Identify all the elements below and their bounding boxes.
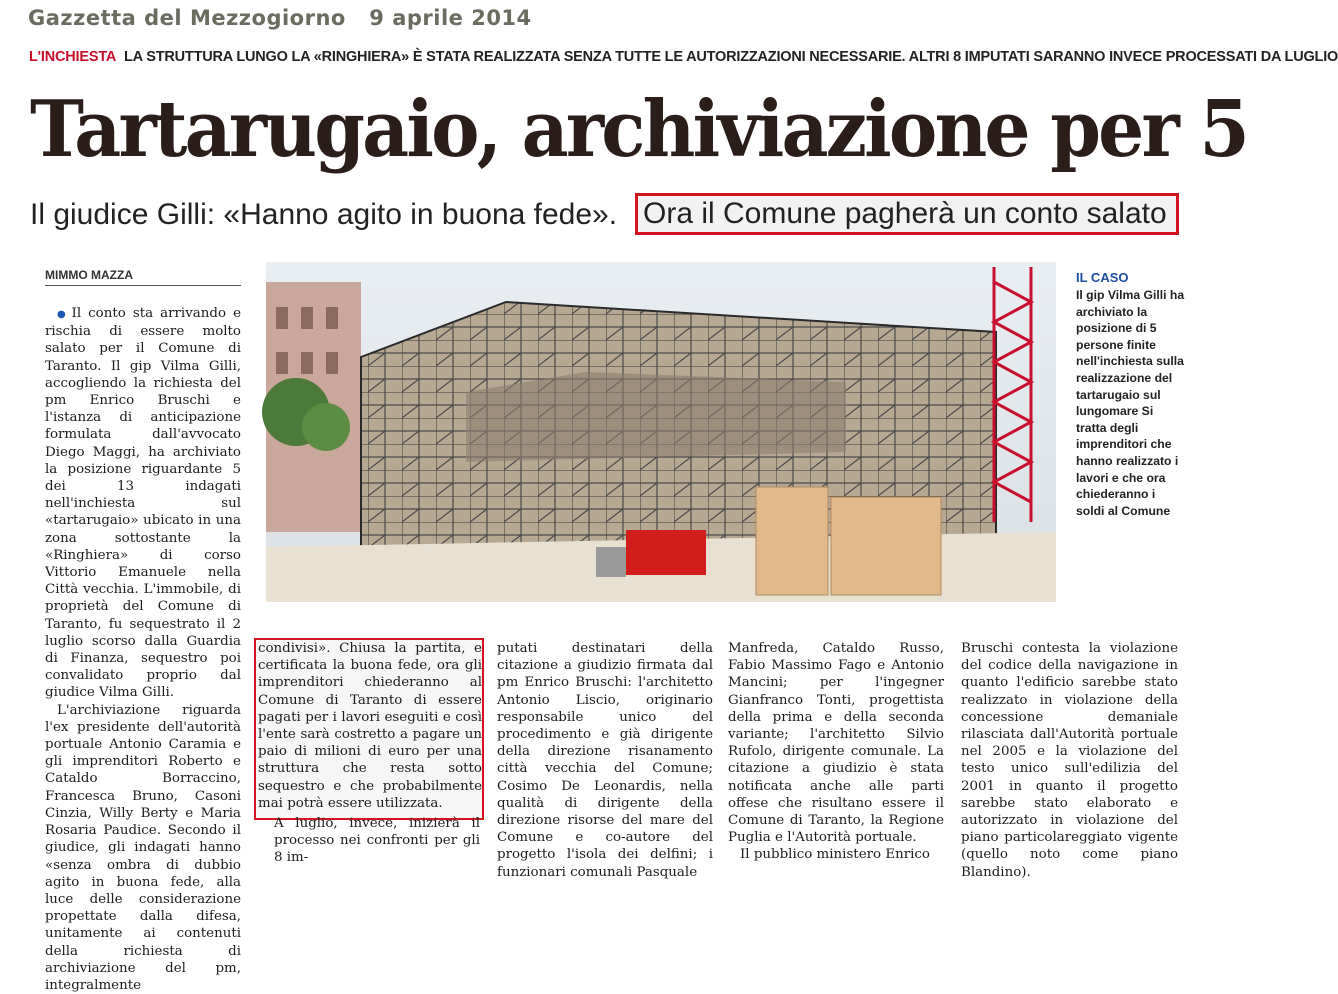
subhead: Il giudice Gilli: «Hanno agito in buona fede». bbox=[30, 198, 618, 231]
col1-paragraph-1: ● Il conto sta arrivando e rischia di essere molto salato per il Comune di Taranto. Il gip Vilma Gilli, accogliendo la richiesta del pm Enrico Bruschi e l'istanza di anticipazione formulata dall'avvocato Diego Maggi, ha archiviato la posizione riguardante 5 dei 13 indagati nell'inchiesta sul «tartarugaio» ubicato in una zona sottostante la «Ringhiera» di corso Vittorio Emanuele nella Città vecchia. L'immobile, di proprietà del Comune di Taranto, fu sequestrato il 2 luglio scorso dalla Guardia di Finanza, sequestro poi convalidato proprio dal giudice Vilma Gilli. bbox=[45, 305, 241, 702]
construction-site-photo bbox=[266, 262, 1056, 602]
il-caso-text: Il gip Vilma Gilli ha archiviato la posizione di 5 persone finite nell'inchiesta sulla realizzazione del tartarugaio sul lungomare Si tratta degli imprenditori che hanno realizzato i lavori e che ora chiederanno i soldi al Comune bbox=[1076, 288, 1185, 518]
byline: MIMMO MAZZA bbox=[45, 268, 133, 282]
kicker-text: LA STRUTTURA LUNGO LA «RINGHIERA» È STATA REALIZZATA SENZA TUTTE LE AUTORIZZAZIONI NECESSARIE. ALTRI 8 IMPUTATI SARANNO INVECE PROCESSATI DA LUGLIO bbox=[124, 49, 1338, 65]
col2-lead bbox=[258, 640, 482, 812]
article-column-5: Bruschi contesta la violazione del codice della navigazione in quanto l'edificio sarebbe stato realizzato in violazione della concessione demaniale rilasciata dall'Autorità portuale nel 2005 e la violazione del testo unico sull'edilizia del 2001 in quanto il progetto sarebbe stato elaborato e autorizzato in violazione del piano particolareggiato vigente (quello noto come piano Blandino). bbox=[961, 641, 1178, 880]
scaffolding-illustration bbox=[266, 262, 1056, 602]
kicker bbox=[29, 49, 1338, 65]
byline-rule bbox=[45, 285, 241, 286]
col2-lead-text: condivisi». bbox=[258, 641, 331, 656]
col2-highlight-text: Chiusa la partita, e certificata la buona fede, ora gli imprenditori chiederanno al Comune di Taranto di essere pagati per i lavori eseguiti e così l'ente sarà costretto a pagare un paio di milioni di euro per una struttura che resta sotto sequestro e che probabilmente mai potrà essere utilizzata. bbox=[258, 641, 482, 811]
article-column-3: putati destinatari della citazione a giudizio firmata dal pm Enrico Bruschi: l'architetto Antonio Liscio, originario responsabile unico del procedimento e già dirigente della direzione risanamento città vecchia del Comune; Cosimo De Leonardis, nella qualità di dirigente della direzione risorse del mare del Comune e co-autore del progetto l'isola dei delfini; i funzionari comunali Pasquale bbox=[497, 641, 713, 880]
subhead-highlight: Ora il Comune pagherà un conto salato bbox=[635, 193, 1179, 235]
col1-paragraph-2: L'archiviazione riguarda l'ex presidente dell'autorità portuale Antonio Caramia e gli imprenditori Roberto e Cataldo Borraccino, Francesca Bruno, Casoni Cinzia, Willy Berty e Maria Rosaria Paudice. Secondo il giudice, gli indagati hanno «senza ombra di dubbio agito in buona fede, alla luce delle considerazione propettate dalla difesa, unitamente ai contenuti della richiesta di archiviazione del pm, integralmente bbox=[45, 702, 241, 993]
col2-tail: A luglio, invece, inizierà il processo nei confronti per gli 8 im- bbox=[274, 816, 480, 866]
il-caso-label: IL CASO bbox=[1076, 270, 1129, 285]
kicker-tag: L'INCHIESTA bbox=[29, 49, 117, 65]
article-column-1 bbox=[45, 305, 241, 994]
source-line: Gazzetta del Mezzogiorno 9 aprile 2014 bbox=[28, 6, 532, 30]
article-column-2 bbox=[258, 640, 482, 812]
il-caso-sidebar bbox=[1076, 270, 1186, 519]
headline: Tartarugaio, archiviazione per 5 bbox=[30, 84, 1248, 175]
col4-tail: Il pubblico ministero Enrico bbox=[740, 847, 930, 863]
col4-text: Manfreda, Cataldo Russo, Fabio Massimo Fago e Antonio Mancini; per l'ingegner Gianfranco Tonti, progettista della prima e della seconda variante; l'architetto Silvio Rufolo, dirigente comunale. La citazione a giudizio è stata notificata anche alle parti offese che risultano essere il Comune di Taranto, la Regione Puglia e l'Autorità portuale. bbox=[728, 641, 944, 846]
article-column-4 bbox=[728, 640, 944, 864]
